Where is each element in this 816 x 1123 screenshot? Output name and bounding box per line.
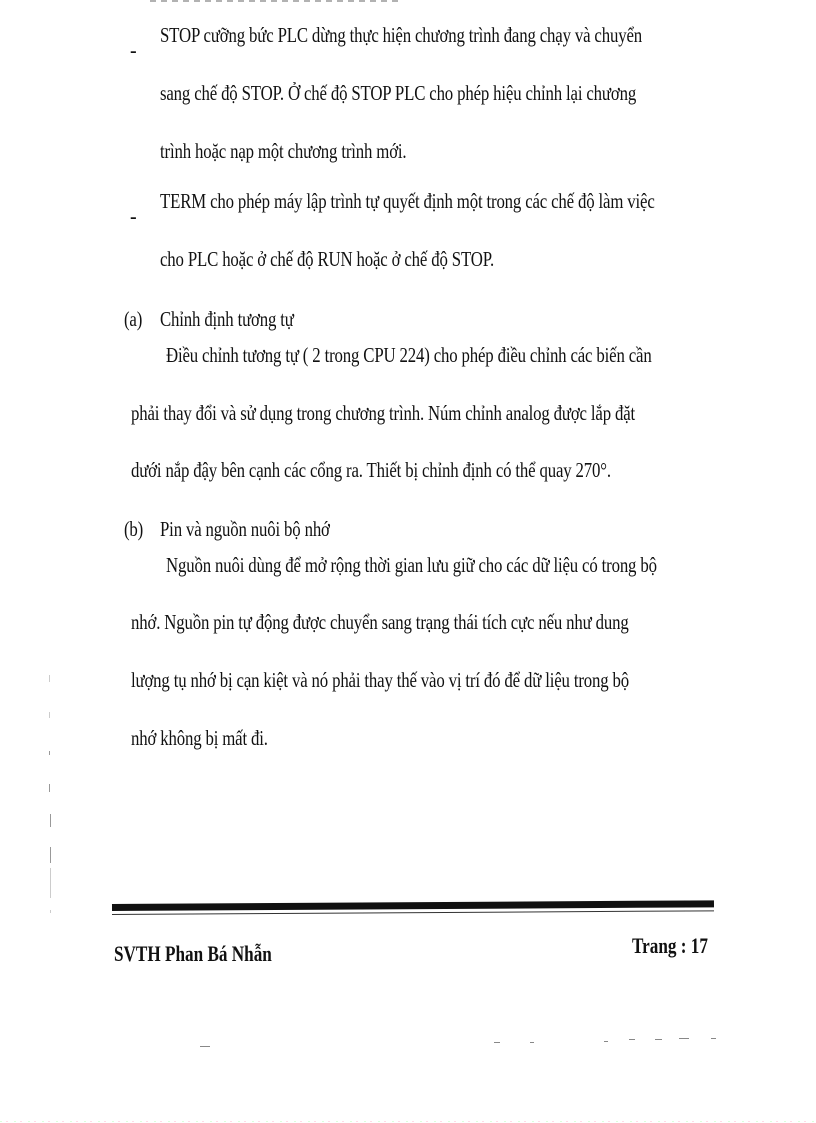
scan-noise-dash [655, 1039, 662, 1040]
bullet-1-line-1: STOP cưỡng bức PLC dừng thực hiện chương trình đang chạy và chuyển [160, 23, 642, 47]
section-b-line-1: Nguồn nuôi dùng để mở rộng thời gian lưu giữ cho các dữ liệu có trong bộ [166, 553, 657, 577]
scan-edge-dotted-line [0, 1121, 816, 1122]
footer-page-number: Trang : 17 [632, 933, 708, 958]
section-b-line-3: lượng tụ nhớ bị cạn kiệt và nó phải thay thế vào vị trí đó để dữ liệu trong bộ [131, 668, 630, 692]
scan-margin-mark [49, 675, 50, 682]
section-a-line-3: dưới nắp đậy bên cạnh các cổng ra. Thiết bị chỉnh định có thể quay 270°. [131, 458, 611, 482]
scan-margin-mark [49, 751, 50, 755]
section-b-line-2: nhớ. Nguồn pin tự động được chuyển sang trạng thái tích cực nếu như dung [131, 610, 629, 634]
bullet-marker: - [130, 206, 137, 228]
footer-author: SVTH Phan Bá Nhẫn [114, 941, 272, 966]
scan-noise-dash [494, 1042, 500, 1043]
section-a-label: (a) [124, 307, 143, 331]
bullet-2-line-1: TERM cho phép máy lập trình tự quyết định một trong các chế độ làm việc [160, 189, 655, 213]
footer-rule-thin [112, 910, 714, 915]
bullet-marker: - [130, 40, 137, 62]
section-b-label: (b) [124, 517, 144, 541]
scan-noise-dash [200, 1046, 210, 1047]
cropped-text-fragment [150, 0, 400, 2]
scan-noise-dash [629, 1039, 635, 1040]
scan-margin-mark [49, 784, 50, 792]
section-b-heading: Pin và nguồn nuôi bộ nhớ [160, 517, 330, 541]
scan-noise-dash [711, 1038, 716, 1039]
scan-margin-mark [49, 712, 50, 718]
section-a-heading: Chỉnh định tương tự [160, 307, 294, 331]
scan-margin-mark [50, 868, 51, 898]
bullet-1-line-2: sang chế độ STOP. Ở chế độ STOP PLC cho phép hiệu chỉnh lại chương [160, 81, 637, 105]
section-a-line-1: Điều chỉnh tương tự ( 2 trong CPU 224) cho phép điều chỉnh các biến cần [166, 343, 652, 367]
scan-noise-dash [604, 1041, 608, 1042]
footer-rule-thick [112, 900, 714, 911]
scan-margin-mark [50, 910, 51, 913]
section-a-line-2: phải thay đổi và sử dụng trong chương trình. Núm chỉnh analog được lắp đặt [131, 401, 636, 425]
scan-margin-mark [50, 814, 51, 827]
bullet-1-line-3: trình hoặc nạp một chương trình mới. [160, 139, 407, 163]
scan-noise-dash [530, 1042, 534, 1043]
scan-margin-mark [50, 847, 51, 863]
section-b-line-4: nhớ không bị mất đi. [131, 726, 268, 750]
scan-noise-dash [679, 1038, 689, 1039]
bullet-2-line-2: cho PLC hoặc ở chế độ RUN hoặc ở chế độ STOP. [160, 247, 495, 271]
